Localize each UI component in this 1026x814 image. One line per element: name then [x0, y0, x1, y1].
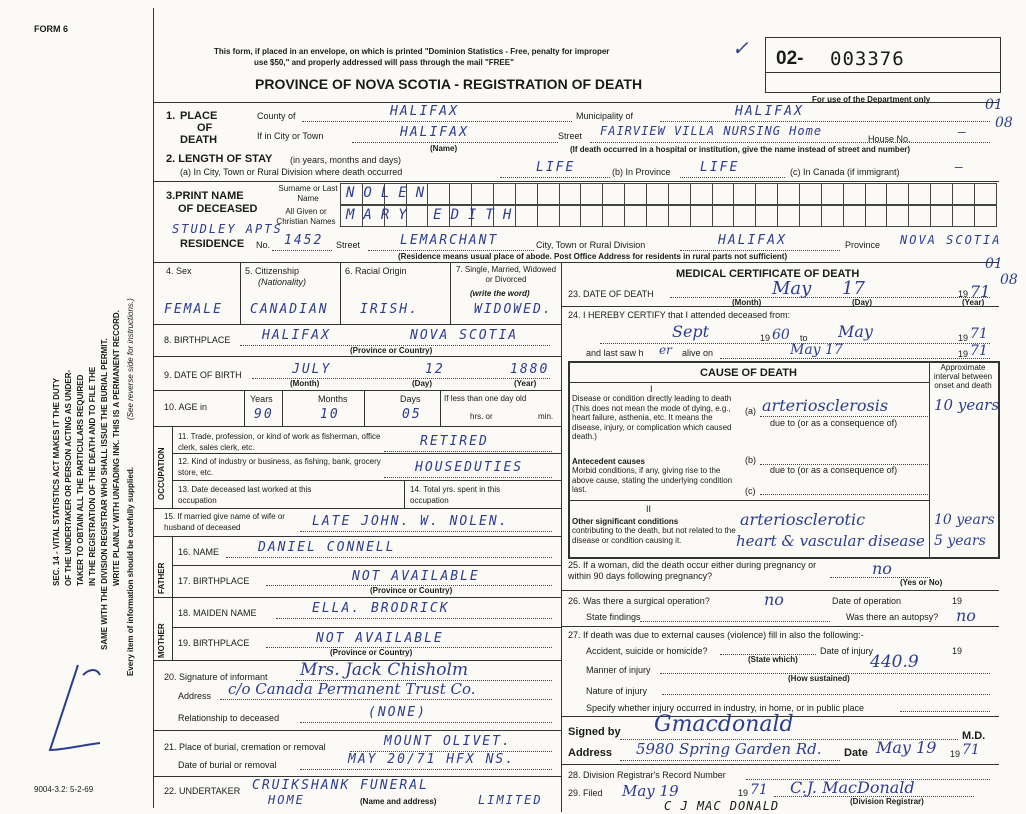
other-condition-1-interval: 10 years: [934, 512, 995, 528]
birthplace-province: NOVA SCOTIA: [410, 328, 519, 343]
certify-from-month: Sept: [672, 322, 710, 341]
undertaker-3: LIMITED: [478, 793, 543, 807]
mother-birth-label: 19. BIRTHPLACE: [178, 638, 250, 648]
residence-label: RESIDENCE: [180, 238, 245, 250]
industry-label: 12. Kind of industry or business, as fishing, bank, grocery store, etc.: [178, 457, 381, 477]
other-conditions-note: contributing to the death, but not related to the disease or condition causing it.: [572, 526, 736, 545]
antecedent-note: Morbid conditions, if any, giving rise to the above cause, stating the underlying condition last.: [572, 466, 733, 494]
rule: [568, 382, 930, 383]
injury-year-prefix: 19: [952, 646, 963, 656]
manner-label: Manner of injury: [586, 665, 651, 675]
marital-value: WIDOWED.: [474, 302, 553, 317]
mother-side-label: MOTHER: [157, 623, 166, 658]
father-name-label: 16. NAME: [178, 547, 220, 557]
filed-year-prefix: 19: [738, 788, 749, 798]
rule: [153, 536, 561, 537]
cause-c-label: (c): [745, 486, 756, 496]
envelope-note-1: This form, if placed in an envelope, on which is printed "Dominion Statistics - Free, penalty for improper: [214, 47, 610, 56]
days-value: 05: [402, 407, 422, 422]
stay-label: 2. LENGTH OF STAY: [166, 153, 273, 165]
municipality-label: Municipality of: [576, 111, 634, 121]
county-value: HALIFAX: [390, 104, 459, 119]
rule: [368, 250, 534, 251]
last-saw-date: May 17: [790, 342, 843, 358]
dept-code-2: 08: [995, 115, 1013, 131]
undertaker-2: HOME: [268, 793, 305, 807]
residence-note: (Residence means usual place of abode. Post Office Address for residents in rural parts not sufficient): [398, 252, 788, 261]
autopsy-label: Was there an autopsy?: [846, 612, 939, 622]
rule: [244, 390, 245, 426]
marital-label: 7. Single, Married, Widowed or Divorced: [455, 265, 557, 284]
department-use: For use of the Department only: [812, 95, 931, 104]
external-label: 27. If death was due to external causes (violence) fill in also the following:-: [568, 630, 864, 640]
checkmark-icon: ✓: [732, 36, 749, 60]
mother-maiden: ELLA. BRODRICK: [312, 601, 450, 616]
nature-label: Nature of injury: [586, 686, 648, 696]
surgery-value: no: [764, 590, 784, 609]
surname-value: NOLEN: [346, 185, 434, 201]
rule: [561, 626, 999, 627]
woman-value: no: [872, 559, 892, 578]
side-instruction-7: Every item of information should be carefully supplied.: [126, 467, 135, 676]
to-year-prefix: 19: [958, 333, 969, 343]
registrar-signature: C.J. MacDonald: [790, 778, 915, 797]
sign-date: May 19: [876, 738, 937, 757]
yes-no-caption: (Yes or No): [900, 578, 943, 587]
residence-city-label: City, Town or Rural Division: [536, 240, 646, 250]
form-label: FORM 6: [34, 24, 69, 34]
racial-label: 6. Racial Origin: [345, 266, 407, 276]
rule: [153, 597, 561, 598]
surname-label: Surname or Last Name: [278, 184, 338, 203]
filed-year: 71: [750, 782, 768, 798]
sign-year: 71: [962, 742, 980, 758]
rule: [929, 361, 930, 557]
burial-date-label: Date of burial or removal: [178, 760, 277, 770]
dob-label: 9. DATE OF BIRTH: [164, 370, 242, 380]
rule: [300, 769, 552, 770]
death-date-year-prefix: 19: [958, 289, 969, 299]
citizenship-sub: (Nationality): [258, 277, 307, 287]
residence-province-label: Province: [845, 240, 881, 250]
death-year-caption: (Year): [962, 298, 985, 307]
surname-grid: [340, 183, 997, 205]
stay-c-label: (c) In Canada (if immigrant): [790, 167, 900, 177]
trade-value: RETIRED: [420, 434, 489, 449]
to-year: 71: [970, 326, 988, 342]
other-condition-1: arteriosclerotic: [740, 510, 866, 529]
death-date-year: 71: [970, 282, 991, 301]
min-label: min.: [538, 412, 554, 421]
marital-sub: (write the word): [470, 289, 530, 298]
county-label: County of: [257, 111, 296, 121]
interval-title: Approximate interval between onset and death: [933, 363, 993, 390]
cause-title: CAUSE OF DEATH: [700, 367, 797, 379]
dob-year-caption: (Year): [514, 379, 537, 388]
rule: [302, 121, 572, 122]
birthplace-caption: (Province or Country): [350, 346, 433, 355]
rule: [282, 390, 283, 426]
name-caption: (Name): [430, 144, 458, 153]
cause-b-label: (b): [745, 455, 756, 465]
stay-b-label: (b) In Province: [612, 167, 671, 177]
registration-divider: [765, 72, 1000, 73]
last-saw-pronoun: er: [659, 343, 672, 357]
side-instruction-3: TAKER TO OBTAIN ALL THE PARTICULARS REQUIRED: [76, 374, 85, 586]
rule: [153, 390, 561, 391]
rule: [172, 565, 561, 566]
age-label: 10. AGE in: [164, 402, 208, 412]
alive-on-label: alive on: [682, 348, 714, 358]
place-label-2: OF: [197, 122, 213, 134]
rule: [153, 508, 561, 509]
address-label: Address: [568, 747, 613, 759]
burial-place-label: 21. Place of burial, cremation or removal: [164, 742, 326, 752]
undertaker-caption: (Name and address): [360, 797, 437, 806]
burial-place: MOUNT OLIVET.: [384, 734, 512, 749]
due-to-a: due to (or as a consequence of): [770, 418, 898, 428]
from-year: 60: [772, 327, 790, 343]
rule: [300, 722, 552, 723]
months-value: 10: [320, 407, 340, 422]
birthplace-label: 8. BIRTHPLACE: [164, 335, 231, 345]
lt-one-day: If less than one day old: [444, 394, 527, 403]
last-saw-label: and last saw h: [586, 348, 644, 358]
physician-address: 5980 Spring Garden Rd.: [636, 740, 822, 758]
cause-code: 440.9: [870, 652, 919, 672]
father-side-label: FATHER: [157, 562, 166, 594]
trade-label: 11. Trade, profession, or kind of work as fisherman, office clerk, sales clerk, etc.: [178, 432, 381, 452]
md-label: M.D.: [962, 730, 986, 742]
relationship-value: (NONE): [368, 705, 427, 720]
record-label: 28. Division Registrar's Record Number: [568, 770, 726, 780]
injury-date-label: Date of injury: [820, 646, 874, 656]
autopsy-value: no: [956, 606, 976, 625]
last-worked-label: 13. Date deceased last worked at this occupation: [178, 485, 312, 505]
mother-birth: NOT AVAILABLE: [316, 631, 444, 646]
state-which-caption: (State which): [748, 655, 798, 664]
dob-month: JULY: [292, 362, 332, 377]
handwritten-initial-mark: [38, 655, 108, 765]
registration-number: 003376: [830, 48, 905, 70]
specify-label: Specify whether injury occurred in industry, in home, or in public place: [586, 703, 864, 713]
burial-date: MAY 20/71 HFX NS.: [348, 752, 516, 767]
industry-value: HOUSEDUTIES: [415, 460, 524, 475]
side-instruction-6: WRITE PLAINLY WITH UNFADING INK. THIS IS A PERMANENT RECORD.: [112, 310, 121, 586]
name-label-2: OF DECEASED: [178, 203, 258, 215]
rule: [900, 711, 990, 712]
undertaker-1: CRUIKSHANK FUNERAL: [252, 778, 429, 793]
rule: [340, 262, 341, 324]
side-instruction-8: (See reverse side for instructions.): [126, 298, 135, 420]
days-label: Days: [400, 394, 421, 404]
direct-cause-label: Disease or condition directly leading to death (This does not mean the mode of dying, e.g., heart failure, asthenia, etc. It means the disease, injury, or complication which caused death.): [572, 394, 732, 441]
rule: [384, 451, 552, 452]
dept-code-1: 01: [985, 97, 1003, 113]
rule: [561, 262, 562, 812]
rule: [440, 390, 441, 426]
father-birth: NOT AVAILABLE: [352, 569, 480, 584]
rule: [760, 416, 928, 417]
house-value: —: [958, 125, 968, 140]
rule: [590, 142, 990, 143]
rule: [364, 390, 365, 426]
residence-city: HALIFAX: [718, 233, 787, 248]
certify-to-month: May: [838, 322, 873, 341]
hrs-label: hrs. or: [470, 412, 493, 421]
residence-street: LEMARCHANT: [400, 233, 499, 248]
dob-month-caption: (Month): [290, 379, 320, 388]
rule: [220, 699, 552, 700]
place-label-num: 1.: [166, 110, 176, 122]
spouse-value: LATE JOHN. W. NOLEN.: [312, 514, 509, 529]
house-label: House No.: [868, 134, 911, 144]
rule: [276, 618, 552, 619]
dob-day-caption: (Day): [412, 379, 433, 388]
rule: [680, 250, 840, 251]
cause-a-value: arteriosclerosis: [762, 396, 889, 415]
envelope-note-2: use $50," and properly addressed will pass through the mail "FREE": [254, 58, 514, 67]
street-label: Street: [558, 131, 583, 141]
years-label: Years: [250, 394, 273, 404]
months-label: Months: [318, 394, 348, 404]
father-name: DANIEL CONNELL: [258, 540, 396, 555]
stay-a-label: (a) In City, Town or Rural Division where death occurred: [180, 167, 403, 177]
last-year: 71: [970, 343, 988, 359]
from-year-prefix: 19: [760, 333, 771, 343]
hospital-note: (If death occurred in a hospital or institution, give the name instead of street and number): [570, 145, 911, 154]
stay-a-value: LIFE: [536, 160, 576, 175]
rule: [680, 177, 785, 178]
years-value: 90: [254, 407, 274, 422]
mother-prov-caption: (Province or Country): [330, 648, 413, 657]
form-code: 9004-3.2: 5-2-69: [34, 785, 94, 794]
spouse-label: 15. If married give name of wife or husband of deceased: [164, 512, 285, 532]
street-value: FAIRVIEW VILLA NURSING Home: [600, 124, 823, 138]
rule: [450, 262, 451, 324]
given-value: MARY EDITH: [346, 207, 521, 223]
informant-signature: Mrs. Jack Chisholm: [300, 660, 469, 680]
birthplace-city: HALIFAX: [262, 328, 331, 343]
informant-addr-label: Address: [178, 691, 212, 701]
rule: [760, 494, 928, 495]
rule: [172, 627, 561, 628]
stay-label-note: (in years, months and days): [290, 155, 402, 165]
registration-prefix: 02-: [776, 48, 804, 69]
how-sustained-caption: (How sustained): [788, 674, 850, 683]
mother-maiden-label: 18. MAIDEN NAME: [178, 608, 257, 618]
rule: [172, 536, 173, 660]
rule: [153, 102, 999, 103]
sex-value: FEMALE: [164, 302, 223, 317]
rule: [272, 250, 332, 251]
death-month-caption: (Month): [732, 298, 762, 307]
death-day-caption: (Day): [852, 298, 873, 307]
filed-date: May 19: [622, 782, 679, 800]
cause-numeral-1: I: [650, 384, 653, 394]
op-date-label: Date of operation: [832, 596, 902, 606]
informant-address: c/o Canada Permanent Trust Co.: [228, 680, 476, 698]
death-date-month: May: [772, 278, 812, 299]
rule: [500, 177, 610, 178]
sign-date-label: Date: [844, 747, 868, 759]
residence-province: NOVA SCOTIA: [900, 233, 1002, 247]
dob-day: 12: [425, 362, 445, 377]
registrar-caption: (Division Registrar): [850, 797, 924, 806]
registrar-print: C J MAC DONALD: [664, 799, 780, 813]
rule: [662, 694, 990, 695]
rule: [153, 181, 999, 182]
other-conditions-label: Other significant conditions: [572, 517, 679, 526]
rule: [384, 477, 552, 478]
antecedent-label: Antecedent causes: [572, 457, 645, 466]
citizenship-value: CANADIAN: [250, 302, 329, 317]
citizenship-label: 5. Citizenship: [245, 266, 300, 276]
accident-label: Accident, suicide or homicide?: [586, 646, 708, 656]
name-label-1: 3.PRINT NAME: [166, 190, 244, 202]
filed-label: 29. Filed: [568, 788, 603, 798]
cause-a-label: (a): [745, 406, 756, 416]
rule: [153, 776, 561, 777]
woman-label: 25. If a woman, did the death occur either during pregnancy or within 90 days following pregnancy?: [568, 560, 817, 581]
sex-label: 4. Sex: [166, 266, 192, 276]
father-prov-caption: (Province or Country): [370, 586, 453, 595]
rule: [153, 262, 999, 263]
dept-code-3: 01: [985, 256, 1003, 272]
residence-no: 1452: [284, 233, 324, 248]
rule: [561, 764, 999, 765]
residence-prefix: STUDLEY APTS: [172, 222, 283, 236]
rule: [153, 324, 561, 325]
municipality-value: HALIFAX: [735, 104, 804, 119]
to-label: to: [800, 333, 808, 343]
stay-c-value: —: [955, 160, 965, 175]
father-birth-label: 17. BIRTHPLACE: [178, 576, 250, 586]
due-to-b: due to (or as a consequence of): [770, 465, 898, 475]
rule: [404, 480, 405, 508]
last-year-prefix: 19: [958, 349, 969, 359]
rule: [153, 426, 561, 427]
residence-street-label: Street: [336, 240, 361, 250]
frame-left: [153, 8, 154, 808]
rule: [352, 142, 558, 143]
side-instruction-2: OF THE UNDERTAKER OR PERSON ACTING AS UNDER-: [64, 369, 73, 586]
rule: [240, 262, 241, 324]
cause-a-interval: 10 years: [934, 396, 1000, 414]
rule: [720, 358, 990, 359]
racial-value: IRISH.: [360, 302, 419, 317]
dept-code-4: 08: [1000, 272, 1018, 288]
informant-sig-label: 20. Signature of informant: [164, 672, 268, 682]
rule: [620, 760, 840, 761]
relationship-label: Relationship to deceased: [178, 713, 280, 723]
rule: [172, 453, 561, 454]
side-instruction-4: IN THE REGISTRATION OF THE DEATH AND TO FILE THE: [88, 366, 97, 586]
rule: [172, 480, 561, 481]
state-findings: State findings: [586, 612, 641, 622]
undertaker-label: 22. UNDERTAKER: [164, 786, 241, 796]
rule: [172, 426, 173, 508]
occupation-side-label: OCCUPATION: [157, 447, 166, 500]
death-date-day: 17: [842, 278, 865, 299]
rule: [153, 356, 561, 357]
rule: [153, 730, 561, 731]
side-instruction-1: SEC. 14 - VITAL STATISTICS ACT MAKES IT THE DUTY: [52, 377, 61, 586]
rule: [568, 500, 930, 501]
cause-numeral-2: II: [646, 504, 652, 514]
rule: [670, 297, 990, 298]
city-value: HALIFAX: [400, 125, 469, 140]
city-label: If in City or Town: [257, 131, 324, 141]
death-date-label: 23. DATE OF DEATH: [568, 289, 654, 299]
page-title: PROVINCE OF NOVA SCOTIA - REGISTRATION OF DEATH: [255, 76, 643, 92]
side-instruction-5: SAME WITH THE DIVISION REGISTRAR WHO SHALL ISSUE THE BURIAL PERMIT.: [100, 338, 109, 650]
medical-title: MEDICAL CERTIFICATE OF DEATH: [676, 268, 860, 280]
rule: [660, 121, 990, 122]
place-label-3: DEATH: [180, 134, 218, 146]
rule: [640, 621, 830, 622]
surgery-label: 26. Was there a surgical operation?: [568, 596, 710, 606]
dob-year: 1880: [510, 362, 550, 377]
sign-year-prefix: 19: [950, 749, 961, 759]
place-label-1: PLACE: [180, 110, 218, 122]
op-year-prefix: 19: [952, 596, 963, 606]
rule: [300, 531, 552, 532]
other-condition-2-interval: 5 years: [934, 533, 986, 549]
signed-label: Signed by: [568, 726, 621, 738]
given-label: All Given or Christian Names: [276, 207, 336, 226]
other-condition-2: heart & vascular disease: [736, 532, 925, 550]
rule: [226, 557, 552, 558]
rule: [561, 306, 999, 307]
residence-no-label: No.: [256, 240, 271, 250]
stay-b-value: LIFE: [700, 160, 740, 175]
physician-signature: Gmacdonald: [654, 712, 794, 737]
certify-label: 24. I HEREBY CERTIFY that I attended deceased from:: [568, 310, 791, 320]
total-years-label: 14. Total yrs. spent in this occupation: [410, 485, 501, 505]
